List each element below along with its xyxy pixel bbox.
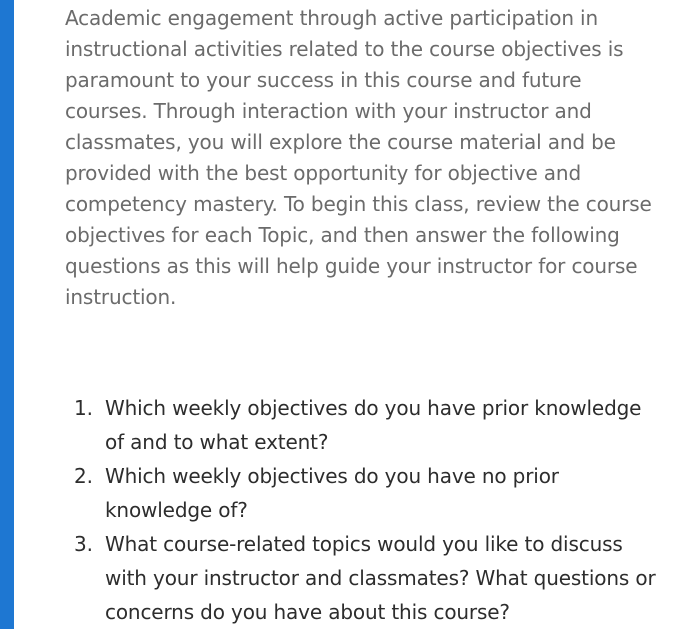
list-item-number: 3. — [74, 532, 93, 556]
list-item-text: Which weekly objectives do you have prior knowledge of and to what extent? — [105, 396, 642, 454]
questions-list — [65, 391, 665, 629]
left-accent-bar — [0, 0, 14, 629]
list-item — [65, 459, 665, 527]
intro-paragraph: Academic engagement through active participation in instructional activities related to the course objectives is paramount to your success in this course and future courses. Through interaction with your instructor and classmates, you will explore the course material and be provided with the best opportunity for objective and competency mastery. To begin this class, review the course objectives for each Topic, and then answer the following questions as this will help guide your instructor for course instruction. — [65, 6, 652, 309]
list-item-number: 1. — [74, 396, 93, 420]
list-item — [65, 527, 665, 629]
list-item-text: What course-related topics would you like to discuss with your instructor and classmates? What questions or concerns do you have about this course? — [105, 532, 656, 624]
list-item-text: Which weekly objectives do you have no prior knowledge of? — [105, 464, 559, 522]
list-item — [65, 391, 665, 459]
list-item-number: 2. — [74, 464, 93, 488]
